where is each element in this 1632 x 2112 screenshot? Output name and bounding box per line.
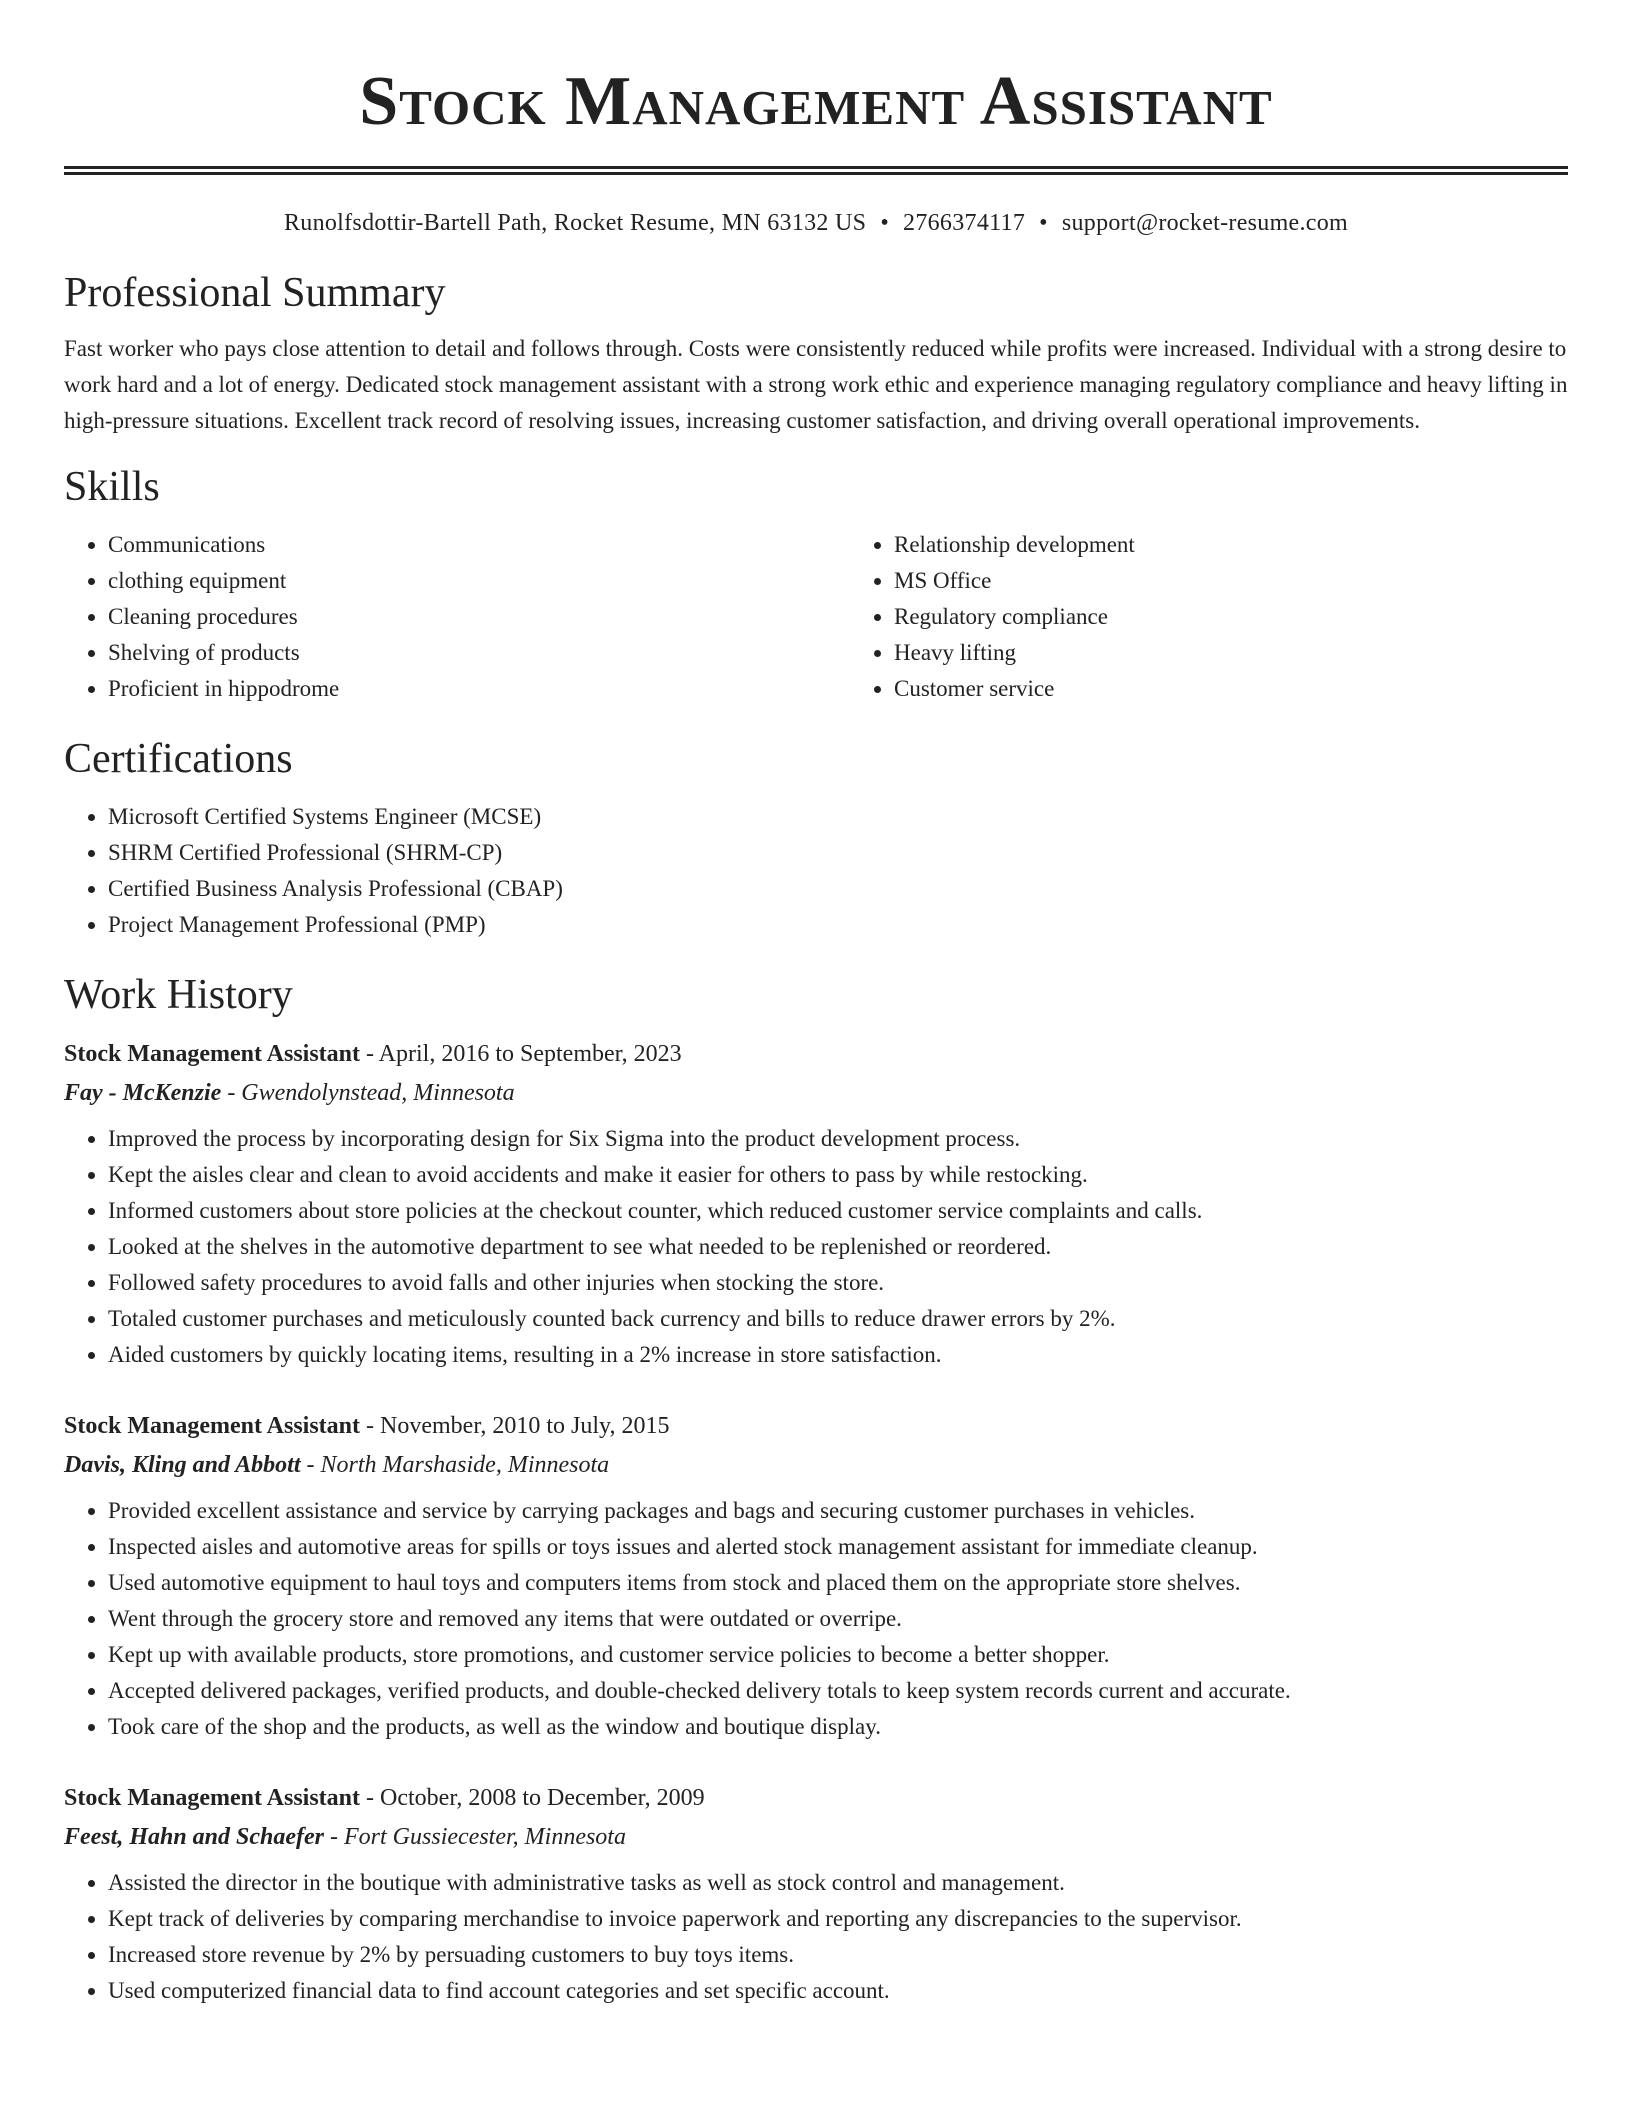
- contact-separator: •: [880, 210, 890, 236]
- job-duty-item: • Kept up with available products, store promotions, and customer service policies to become a better shopper.: [108, 1637, 1568, 1673]
- job-duty-item: • Followed safety procedures to avoid falls and other injuries when stocking the store.: [108, 1265, 1568, 1301]
- job-employer: [64, 1817, 1568, 1857]
- job-duty-item: • Aided customers by quickly locating items, resulting in a 2% increase in store satisfaction.: [108, 1337, 1568, 1373]
- job-company: Fay - McKenzie: [64, 1080, 222, 1106]
- job-duty-item: • Took care of the shop and the products, as well as the window and boutique display.: [108, 1709, 1568, 1745]
- job-duty-item: • Used automotive equipment to haul toys and computers items from stock and placed them on the appropriate store shelves.: [108, 1565, 1568, 1601]
- job-entry: [64, 1779, 1568, 2009]
- job-employer: [64, 1445, 1568, 1485]
- job-role: Stock Management Assistant: [64, 1785, 361, 1811]
- job-location: - Gwendolynstead, Minnesota: [221, 1080, 515, 1106]
- skill-item: • Relationship development: [894, 527, 1632, 563]
- job-company: Davis, Kling and Abbott: [64, 1452, 301, 1478]
- skill-item: • clothing equipment: [108, 563, 850, 599]
- skill-item: • Heavy lifting: [894, 635, 1632, 671]
- section-heading-summary: Professional Summary: [64, 270, 446, 316]
- job-dates: - April, 2016 to September, 2023: [360, 1041, 682, 1067]
- contact-email: support@rocket-resume.com: [1061, 210, 1349, 236]
- job-duties-list: [64, 1493, 1568, 1745]
- certifications-list: [64, 799, 1568, 943]
- contact-address: Runolfsdottir-Bartell Path, Rocket Resume, MN 63132 US: [283, 210, 867, 236]
- job-duty-item: • Totaled customer purchases and meticulously counted back currency and bills to reduce drawer errors by 2%.: [108, 1301, 1568, 1337]
- skill-item: • MS Office: [894, 563, 1632, 599]
- job-duty-item: • Went through the grocery store and removed any items that were outdated or overripe.: [108, 1601, 1568, 1637]
- skills-columns: [64, 527, 1568, 707]
- skills-section: [64, 461, 1568, 707]
- resume-title: Stock Management Assistant: [359, 63, 1273, 140]
- job-dates: - November, 2010 to July, 2015: [360, 1413, 670, 1439]
- certifications-section: [64, 733, 1568, 943]
- skill-item: • Cleaning procedures: [108, 599, 850, 635]
- job-duty-item: • Assisted the director in the boutique with administrative tasks as well as stock control and management.: [108, 1865, 1568, 1901]
- skill-item: • Shelving of products: [108, 635, 850, 671]
- job-duty-item: • Used computerized financial data to find account categories and set specific account.: [108, 1973, 1568, 2009]
- job-location: - Fort Gussiecester, Minnesota: [324, 1824, 626, 1850]
- job-role: Stock Management Assistant: [64, 1413, 361, 1439]
- skills-list-left: [64, 527, 850, 707]
- job-duty-item: • Provided excellent assistance and service by carrying packages and bags and securing customer purchases in vehicles.: [108, 1493, 1568, 1529]
- job-duty-item: • Increased store revenue by 2% by persuading customers to buy toys items.: [108, 1937, 1568, 1973]
- title-divider: [64, 166, 1568, 175]
- job-header: [64, 1035, 1568, 1073]
- certification-item: • Microsoft Certified Systems Engineer (MCSE): [108, 799, 1568, 835]
- job-duties-list: [64, 1865, 1568, 2009]
- certification-item: • SHRM Certified Professional (SHRM-CP): [108, 835, 1568, 871]
- job-entry: [64, 1407, 1568, 1745]
- skill-item: • Customer service: [894, 671, 1632, 707]
- job-duty-item: • Inspected aisles and automotive areas for spills or toys issues and alerted stock management assistant for immediate cleanup.: [108, 1529, 1568, 1565]
- contact-line: [64, 207, 1568, 239]
- section-heading-skills: Skills: [64, 464, 160, 510]
- summary-section: [64, 267, 1568, 439]
- work-history-section: [64, 969, 1568, 2009]
- certification-item: • Project Management Professional (PMP): [108, 907, 1568, 943]
- contact-separator: •: [1039, 210, 1048, 236]
- job-duty-item: • Looked at the shelves in the automotive department to see what needed to be replenished or reordered.: [108, 1229, 1568, 1265]
- section-heading-certifications: Certifications: [64, 736, 293, 782]
- job-duty-item: • Accepted delivered packages, verified products, and double-checked delivery totals to keep system records current and accurate.: [108, 1673, 1568, 1709]
- skills-list-right: [850, 527, 1632, 707]
- job-role: Stock Management Assistant: [64, 1041, 361, 1067]
- job-duty-item: • Improved the process by incorporating design for Six Sigma into the product development process.: [108, 1121, 1568, 1157]
- job-company: Feest, Hahn and Schaefer: [64, 1824, 325, 1850]
- contact-phone: 2766374117: [903, 210, 1026, 236]
- certification-item: • Certified Business Analysis Professional (CBAP): [108, 871, 1568, 907]
- job-duty-item: • Kept track of deliveries by comparing merchandise to invoice paperwork and reporting any discrepancies to the supervisor.: [108, 1901, 1568, 1937]
- skill-item: • Communications: [108, 527, 850, 563]
- section-heading-work-history: Work History: [64, 972, 293, 1018]
- job-header: [64, 1779, 1568, 1817]
- job-dates: - October, 2008 to December, 2009: [360, 1785, 705, 1811]
- job-duties-list: [64, 1121, 1568, 1373]
- job-location: - North Marshaside, Minnesota: [300, 1452, 610, 1478]
- job-employer: [64, 1073, 1568, 1113]
- job-duty-item: • Informed customers about store policies at the checkout counter, which reduced customer service complaints and calls.: [108, 1193, 1568, 1229]
- job-header: [64, 1407, 1568, 1445]
- job-duty-item: • Kept the aisles clear and clean to avoid accidents and make it easier for others to pass by while restocking.: [108, 1157, 1568, 1193]
- summary-text: Fast worker who pays close attention to detail and follows through. Costs were consistently reduced while profits were increased. Individual with a strong desire to work hard and a lot of energy. Dedicated stock management assistant with a strong work ethic and experience managing regulatory compliance and heavy lifting in high-pressure situations. Excellent track record of resolving issues, increasing customer satisfaction, and driving overall operational improvements.: [64, 336, 1568, 433]
- job-entry: [64, 1035, 1568, 1373]
- skill-item: • Proficient in hippodrome: [108, 671, 850, 707]
- skill-item: • Regulatory compliance: [894, 599, 1632, 635]
